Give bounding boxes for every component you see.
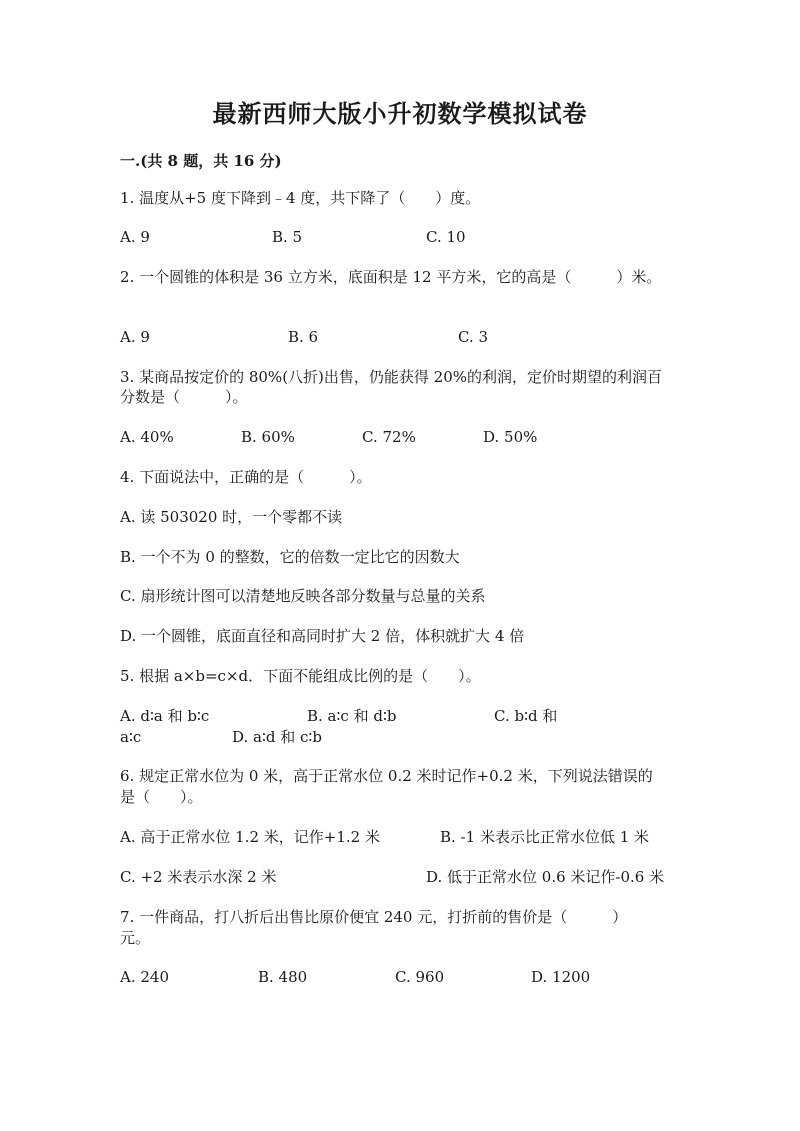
- question-6-option-a: A. 高于正常水位 1.2 米，记作+1.2 米: [120, 828, 380, 846]
- question-6-option-b: B. -1 米表示比正常水位低 1 米: [440, 828, 650, 846]
- question-5-option-c: C. b∶d 和: [494, 707, 558, 725]
- question-5-option-b: B. a∶c 和 d∶b: [307, 707, 397, 725]
- question-7-option-b: B. 480: [258, 968, 308, 986]
- question-4-option-d: D. 一个圆锥，底面直径和高同时扩大 2 倍，体积就扩大 4 倍: [120, 627, 525, 645]
- question-6-option-c: C. +2 米表示水深 2 米: [120, 868, 277, 886]
- question-4-option-b: B. 一个不为 0 的整数，它的倍数一定比它的因数大: [120, 548, 460, 566]
- question-2-option-b: B. 6: [288, 328, 319, 346]
- question-5-option-d: D. a∶d 和 c∶b: [232, 728, 322, 746]
- question-7-stem-line-2: 元。: [120, 929, 151, 947]
- question-3-option-c: C. 72%: [362, 428, 416, 446]
- section-heading: 一.(共 8 题，共 16 分): [120, 152, 282, 170]
- question-6-option-d: D. 低于正常水位 0.6 米记作-0.6 米: [426, 868, 665, 886]
- question-4-stem: 4. 下面说法中，正确的是（ ）。: [120, 468, 372, 486]
- question-3-stem-line-1: 3. 某商品按定价的 80%(八折)出售，仍能获得 20%的利润，定价时期望的利润百: [120, 368, 663, 386]
- question-7-option-a: A. 240: [120, 968, 169, 986]
- question-1-option-b: B. 5: [272, 228, 303, 246]
- page-title: 最新西师大版小升初数学模拟试卷: [212, 99, 588, 128]
- question-5-stem: 5. 根据 a×b=c×d．下面不能组成比例的是（ ）。: [120, 667, 481, 685]
- question-3-option-b: B. 60%: [241, 428, 295, 446]
- question-6-stem-line-2: 是（ ）。: [120, 788, 203, 806]
- question-4-option-c: C. 扇形统计图可以清楚地反映各部分数量与总量的关系: [120, 587, 486, 605]
- question-5-option-a: A. d∶a 和 b∶c: [120, 707, 210, 725]
- question-2-option-a: A. 9: [120, 328, 150, 346]
- question-7-option-c: C. 960: [395, 968, 445, 986]
- question-5-option-c-continued: a∶c: [120, 728, 142, 746]
- question-2-option-c: C. 3: [458, 328, 489, 346]
- question-1-option-a: A. 9: [120, 228, 150, 246]
- question-3-option-a: A. 40%: [120, 428, 174, 446]
- question-7-stem-line-1: 7. 一件商品，打八折后出售比原价便宜 240 元，打折前的售价是（ ）: [120, 908, 628, 926]
- question-4-option-a: A. 读 503020 时，一个零都不读: [120, 508, 343, 526]
- question-3-option-d: D. 50%: [483, 428, 538, 446]
- question-2-stem: 2. 一个圆锥的体积是 36 立方米，底面积是 12 平方米，它的高是（ ）米。: [120, 268, 662, 286]
- question-1-option-c: C. 10: [426, 228, 466, 246]
- question-7-option-d: D. 1200: [531, 968, 591, 986]
- question-6-stem-line-1: 6. 规定正常水位为 0 米，高于正常水位 0.2 米时记作+0.2 米，下列说法错误的: [120, 767, 653, 785]
- question-3-stem-line-2: 分数是（ ）。: [120, 388, 248, 406]
- question-1-stem: 1. 温度从+5 度下降到﹣4 度，共下降了（ ）度。: [120, 189, 481, 207]
